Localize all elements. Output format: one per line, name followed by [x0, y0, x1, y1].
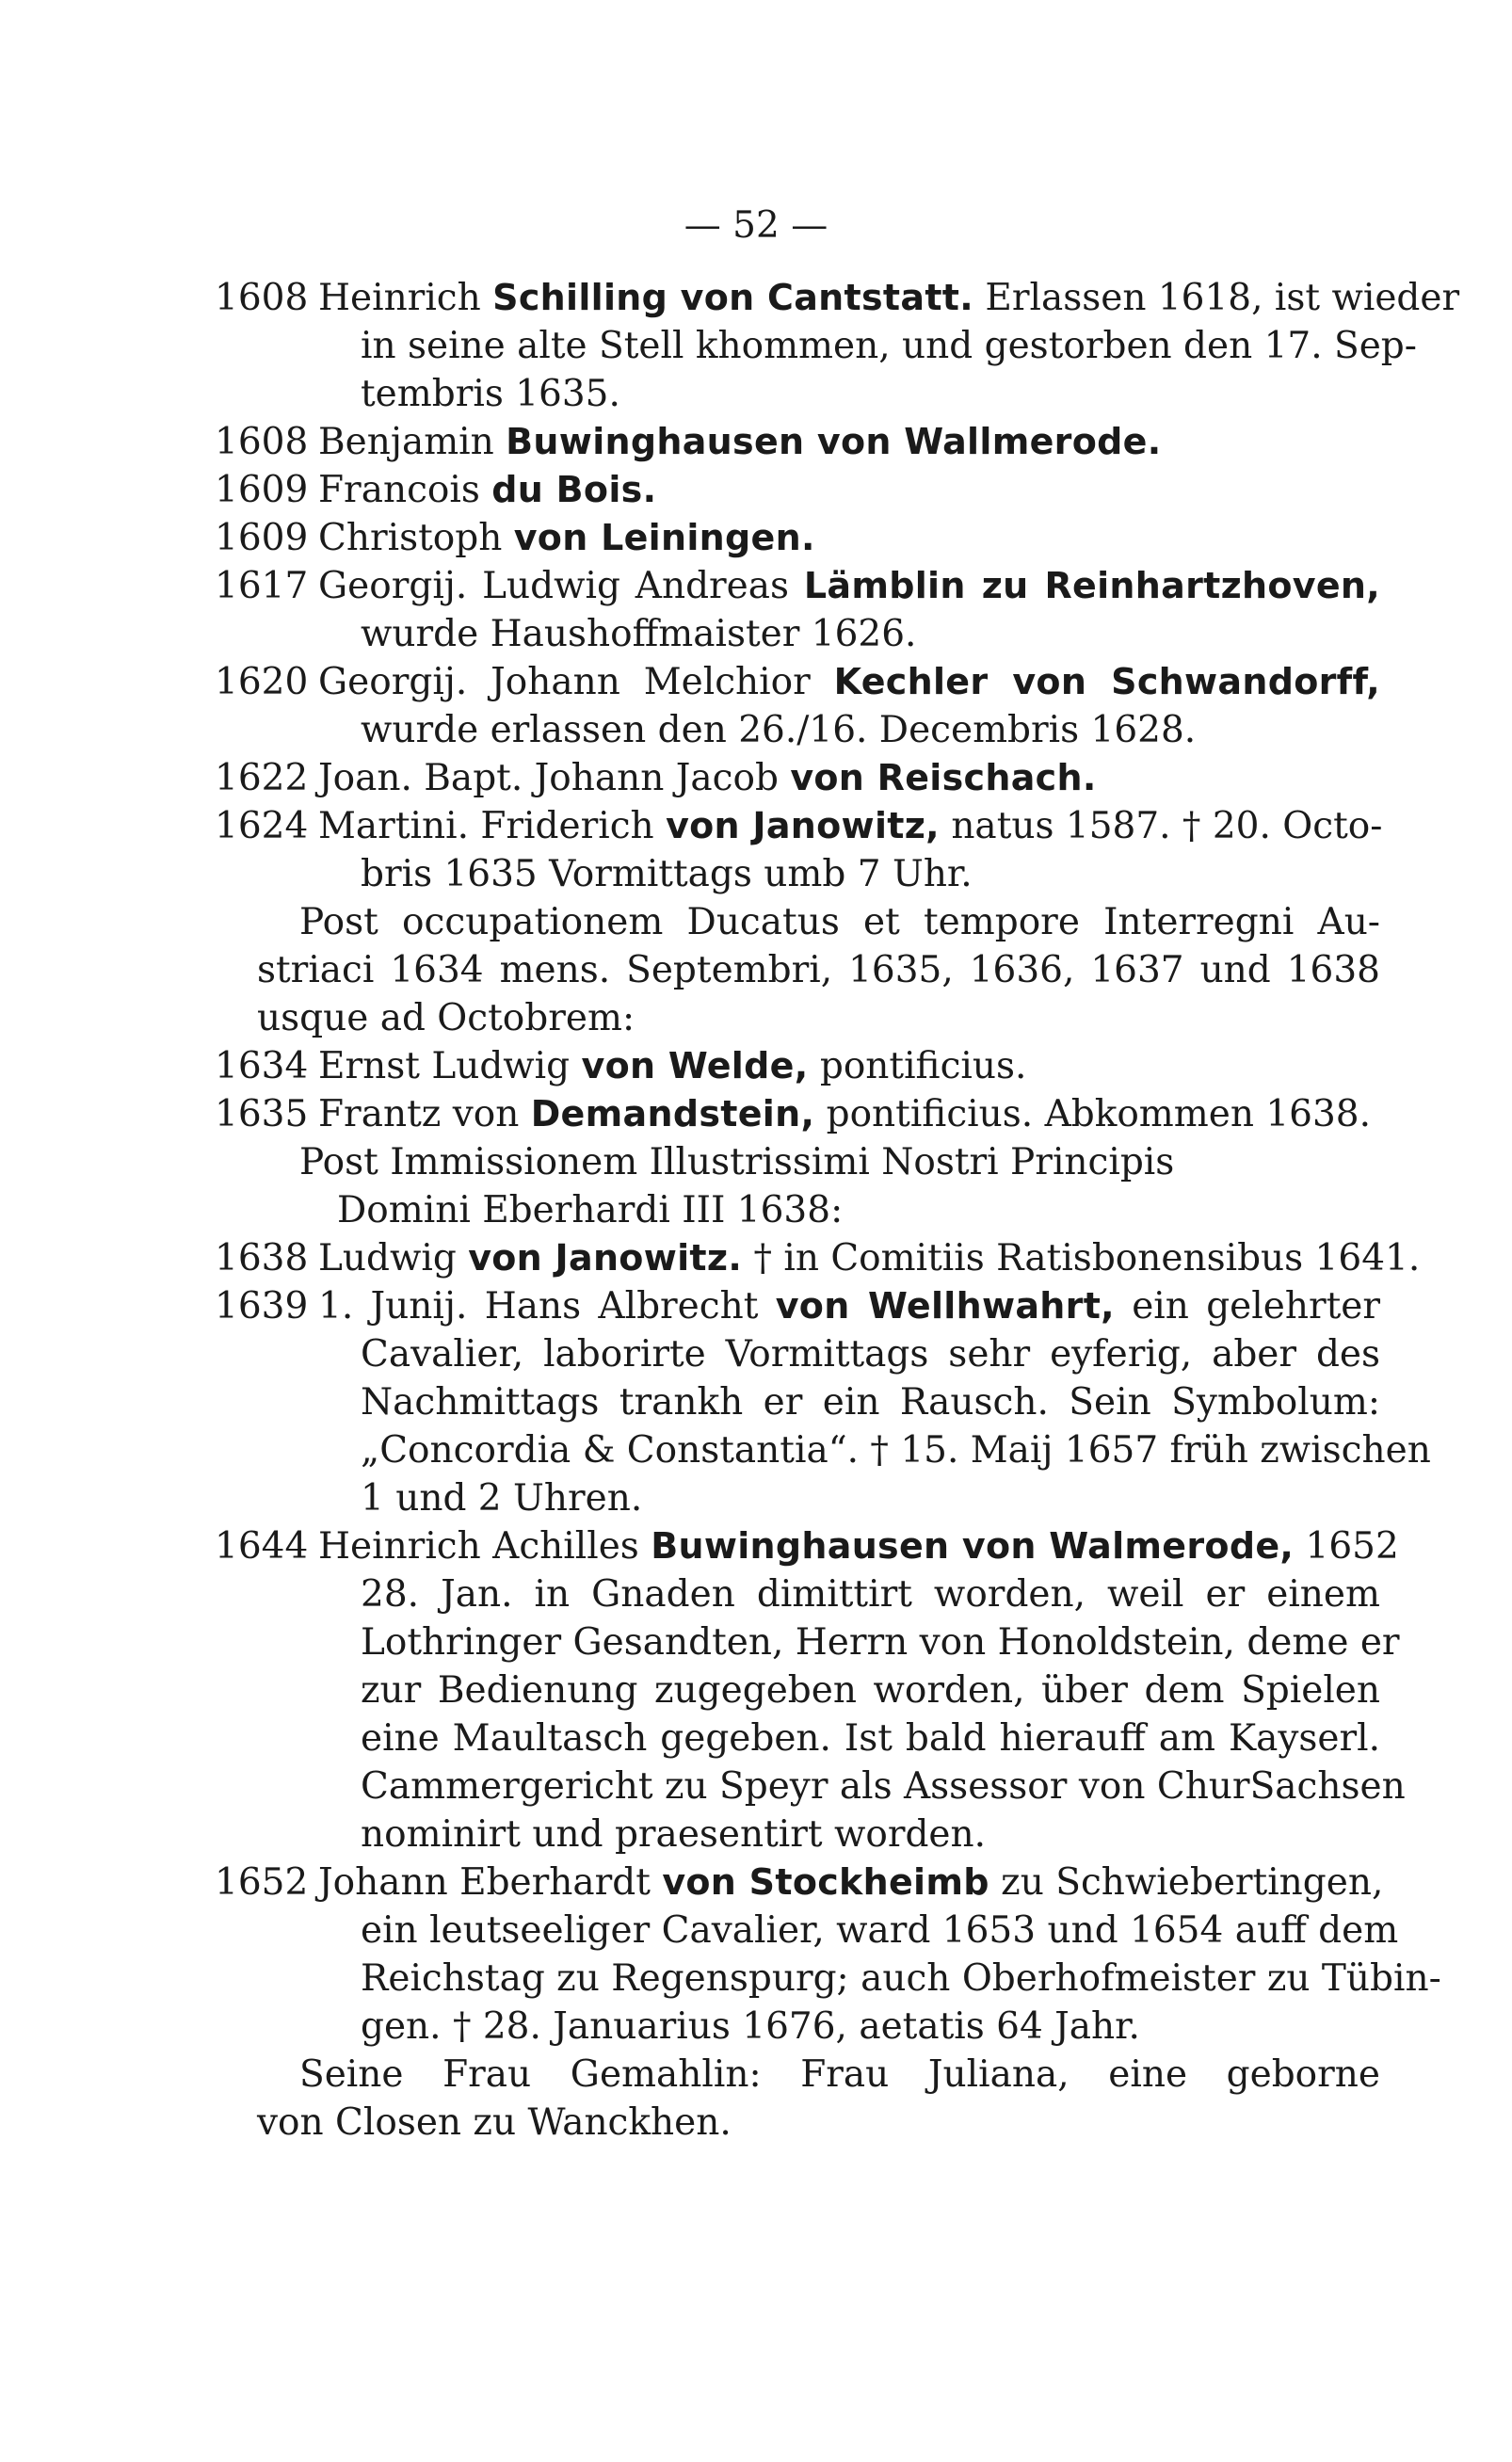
entry-line — [318, 1859, 1384, 1907]
entry-1620-kechler — [215, 658, 1380, 754]
entry-body — [318, 274, 1460, 418]
entry-1608-schilling — [215, 274, 1460, 418]
entry-year: 1608 — [215, 277, 309, 319]
entry-line — [318, 274, 1460, 322]
note-line: Domini Eberhardi III 1638: — [337, 1189, 844, 1231]
entry-1617-lamblin — [215, 562, 1380, 658]
person-name: von Welde, — [581, 1045, 809, 1086]
entry-line: in seine alte Stell khommen, und gestorben den 17. Sep- — [361, 325, 1417, 367]
person-name: Schilling von Cantstatt. — [492, 277, 973, 318]
entry-body — [318, 514, 1380, 562]
entry-year: 1617 — [215, 565, 309, 607]
line-text: ein gelehrter — [1114, 1285, 1380, 1328]
line-text: Georgij. Johann Melchior — [318, 661, 834, 703]
entry-year: 1635 — [215, 1093, 309, 1135]
line-text: † in Comitiis Ratisbonensibus 1641. — [742, 1237, 1421, 1279]
entry-line — [318, 658, 1380, 706]
entry-1652-stockheimb — [215, 1859, 1441, 2051]
line-text: Christoph — [318, 517, 514, 559]
entry-1644-buwinghausen — [215, 1522, 1406, 1859]
entry-list — [215, 274, 1460, 2147]
note-line: von Closen zu Wanckhen. — [257, 2101, 732, 2144]
entry-body — [318, 1090, 1380, 1138]
person-name: Lämblin zu Reinhartzhoven, — [803, 565, 1380, 606]
entry-line: gen. † 28. Januarius 1676, aetatis 64 Jahr. — [361, 2005, 1140, 2048]
entry-body — [318, 1282, 1431, 1522]
entry-year: 1609 — [215, 517, 309, 559]
person-name: Buwinghausen von Walmerode, — [651, 1525, 1295, 1567]
entry-line — [318, 1090, 1380, 1138]
entry-year: 1624 — [215, 805, 309, 847]
entry-1609-leiningen — [215, 514, 1380, 562]
line-text: Francois — [318, 469, 492, 511]
entry-1624-janowitz — [215, 802, 1383, 898]
entry-line — [318, 754, 1380, 802]
line-text: pontificius. — [808, 1045, 1027, 1087]
entry-line: bris 1635 Vormittags umb 7 Uhr. — [361, 853, 973, 895]
entry-line: Cammergericht zu Speyr als Assessor von ChurSachsen — [361, 1765, 1406, 1808]
entry-1634-welde — [215, 1042, 1380, 1090]
entry-1622-reischach — [215, 754, 1380, 802]
entry-body — [318, 1859, 1441, 2051]
person-name: von Stockheimb — [662, 1861, 989, 1903]
note-line: Seine Frau Gemahlin: Frau Juliana, eine geborne — [299, 2053, 1380, 2096]
line-text: Martini. Friderich — [318, 805, 667, 847]
entry-body — [318, 1042, 1380, 1090]
note-line: Post Immissionem Illustrissimi Nostri Principis — [299, 1141, 1175, 1183]
person-name: von Wellhwahrt, — [775, 1285, 1115, 1327]
line-text: 1. Junij. Hans Albrecht — [318, 1285, 776, 1328]
line-text: Heinrich — [318, 277, 493, 319]
entry-line — [318, 1042, 1380, 1090]
line-text: Georgij. Ludwig Andreas — [318, 565, 804, 607]
line-text: zu Schwiebertingen, — [989, 1861, 1384, 1904]
entry-line: Cavalier, laborirte Vormittags sehr eyferig, aber des — [361, 1333, 1380, 1376]
entry-line — [318, 562, 1380, 610]
entry-line: wurde erlassen den 26./16. Decembris 1628. — [361, 709, 1197, 751]
entry-body — [318, 418, 1380, 466]
entry-line: Reichstag zu Regenspurg; auch Oberhofmeister zu Tübin- — [361, 1957, 1441, 2000]
person-name: Buwinghausen von Wallmerode. — [506, 421, 1162, 462]
line-text: Johann Eberhardt — [318, 1861, 663, 1904]
entry-1639-wellhwahrt — [215, 1282, 1431, 1522]
entry-body — [318, 1234, 1421, 1282]
line-text: Frantz von — [318, 1093, 531, 1135]
entry-line: tembris 1635. — [361, 373, 620, 415]
entry-line — [318, 466, 1380, 514]
line-text: Heinrich Achilles — [318, 1525, 651, 1568]
person-name: von Reischach. — [790, 757, 1097, 798]
entry-year: 1608 — [215, 421, 309, 463]
entry-year: 1622 — [215, 757, 309, 799]
entry-line: ein leutseeliger Cavalier, ward 1653 und 1654 auff dem — [361, 1909, 1399, 1952]
entry-1609-du-bois — [215, 466, 1380, 514]
entry-line: Nachmittags trankh er ein Rausch. Sein Symbolum: — [361, 1381, 1380, 1424]
person-name: von Leiningen. — [513, 517, 815, 558]
note-interregnum — [215, 898, 1380, 1042]
person-name: von Janowitz, — [666, 805, 940, 846]
entry-line — [318, 1282, 1380, 1330]
entry-line: 1 und 2 Uhren. — [361, 1477, 643, 1520]
entry-line: 28. Jan. in Gnaden dimittirt worden, weil er einem — [361, 1573, 1380, 1616]
entry-line — [318, 418, 1380, 466]
entry-year: 1620 — [215, 661, 309, 703]
person-name: Demandstein, — [530, 1093, 815, 1134]
entry-line: Lothringer Gesandten, Herrn von Honoldstein, deme er — [361, 1621, 1400, 1664]
entry-line: nominirt und praesentirt worden. — [361, 1813, 987, 1856]
entry-year: 1639 — [215, 1285, 309, 1328]
line-text: Ernst Ludwig — [318, 1045, 582, 1087]
entry-body — [318, 1522, 1406, 1859]
page-number: — 52 — — [684, 204, 828, 247]
person-name: du Bois. — [491, 469, 657, 510]
entry-year: 1634 — [215, 1045, 309, 1087]
person-name: von Janowitz. — [468, 1237, 743, 1279]
entry-year: 1652 — [215, 1861, 309, 1904]
entry-line — [318, 1522, 1399, 1570]
entry-line — [318, 802, 1383, 850]
line-text: Benjamin — [318, 421, 507, 463]
entry-1635-demandstein — [215, 1090, 1380, 1138]
note-line: striaci 1634 mens. Septembri, 1635, 1636, 1637 und 1638 — [257, 949, 1380, 991]
entry-body — [318, 562, 1380, 658]
note-immission — [215, 1138, 1380, 1234]
entry-line: eine Maultasch gegeben. Ist bald hierauff am Kayserl. — [361, 1717, 1380, 1760]
entry-line: wurde Haushoffmaister 1626. — [361, 613, 917, 655]
entry-line — [318, 514, 1380, 562]
entry-body — [318, 658, 1380, 754]
entry-line — [318, 1234, 1421, 1282]
entry-body — [318, 466, 1380, 514]
line-text: Joan. Bapt. Johann Jacob — [318, 757, 791, 799]
entry-body — [318, 754, 1380, 802]
note-line: Post occupationem Ducatus et tempore Interregni Au- — [299, 901, 1380, 943]
note-gemahlin — [215, 2051, 1380, 2147]
entry-1608-buwinghausen — [215, 418, 1380, 466]
line-text: natus 1587. † 20. Octo- — [939, 805, 1383, 847]
entry-body — [318, 802, 1383, 898]
entry-year: 1609 — [215, 469, 309, 511]
line-text: Ludwig — [318, 1237, 469, 1279]
entry-year: 1638 — [215, 1237, 309, 1279]
line-text: Erlassen 1618, ist wieder — [973, 277, 1460, 319]
note-line: usque ad Octobrem: — [257, 997, 635, 1039]
entry-line: zur Bedienung zugegeben worden, über dem Spielen — [361, 1669, 1380, 1712]
person-name: Kechler von Schwandorff, — [833, 661, 1380, 702]
line-text: 1652 — [1294, 1525, 1399, 1568]
entry-line: „Concordia & Constantia“. † 15. Maij 1657 früh zwischen — [361, 1429, 1431, 1472]
entry-year: 1644 — [215, 1525, 309, 1568]
entry-1638-janowitz — [215, 1234, 1421, 1282]
line-text: pontificius. Abkommen 1638. — [814, 1093, 1372, 1135]
